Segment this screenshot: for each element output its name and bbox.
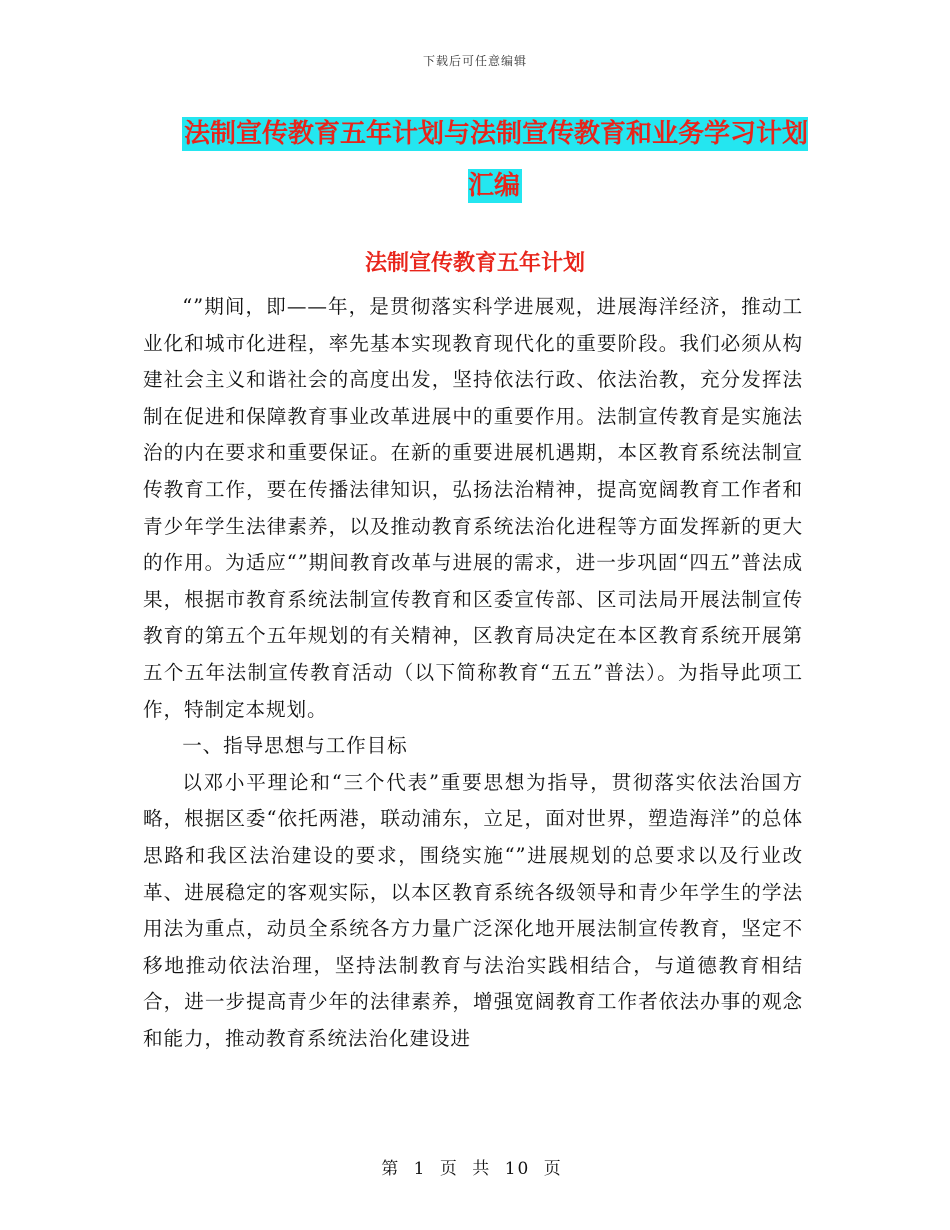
page-footer (0, 1154, 950, 1179)
page-header-note: 下载后可任意编辑 (422, 54, 527, 68)
document-title (180, 108, 810, 212)
document-title-text: 法制宣传教育五年计划与法制宣传教育和业务学习计划汇编 (183, 119, 808, 201)
footer-page-label: 第 (381, 1159, 401, 1179)
body-heading-guiding-ideology: 一、指导思想与工作目标 (182, 734, 408, 758)
document-body (143, 289, 803, 1057)
body-paragraph-intro: “”期间，即——年，是贯彻落实科学进展观，进展海洋经济，推动工业化和城市化进程，率先基本实现教育现代化的重要阶段。我们必须从构建社会主义和谐社会的高度出发，坚持依法行政、依法治教，充分发挥法制在促进和保障教育事业改革进展中的重要作用。法制宣传教育是实施法治的内在要求和重要保证。在新的重要进展机遇期，本区教育系统法制宣传教育工作，要在传播法律知识，弘扬法治精神，提高宽阔教育工作者和青少年学生法律素养，以及推动教育系统法治化进程等方面发挥新的更大的作用。为适应“”期间教育改革与进展的需求，进一步巩固“四五”普法成果，根据市教育系统法制宣传教育和区委宣传部、区司法局开展法制宣传教育的第五个五年规划的有关精神，区教育局决定在本区教育系统开展第五个五年法制宣传教育活动（以下简称教育“五五”普法）。为指导此项工作，特制定本规划。 (143, 295, 803, 721)
footer-page-unit: 页 (439, 1159, 459, 1179)
body-paragraph-guiding-ideology: 以邓小平理论和“三个代表”重要思想为指导，贯彻落实依法治国方略，根据区委“依托两港，联动浦东，立足，面对世界，塑造海洋”的总体思路和我区法治建设的要求，围绕实施“”进展规划的总要求以及行业改革、进展稳定的客观实际，以本区教育系统各级领导和青少年学生的学法用法为重点，动员全系统各方力量广泛深化地开展法制宣传教育，坚定不移地推动依法治理，坚持法制教育与法治实践相结合，与道德教育相结合，进一步提高青少年的法律素养，增强宽阔教育工作者依法办事的观念和能力，推动教育系统法治化建设进 (143, 770, 803, 1050)
footer-total-pages: 10 (504, 1159, 531, 1179)
section-title: 法制宣传教育五年计划 (364, 251, 585, 276)
footer-total-label: 共 (472, 1159, 492, 1179)
footer-total-unit: 页 (543, 1159, 563, 1179)
footer-page-number: 1 (413, 1159, 427, 1179)
